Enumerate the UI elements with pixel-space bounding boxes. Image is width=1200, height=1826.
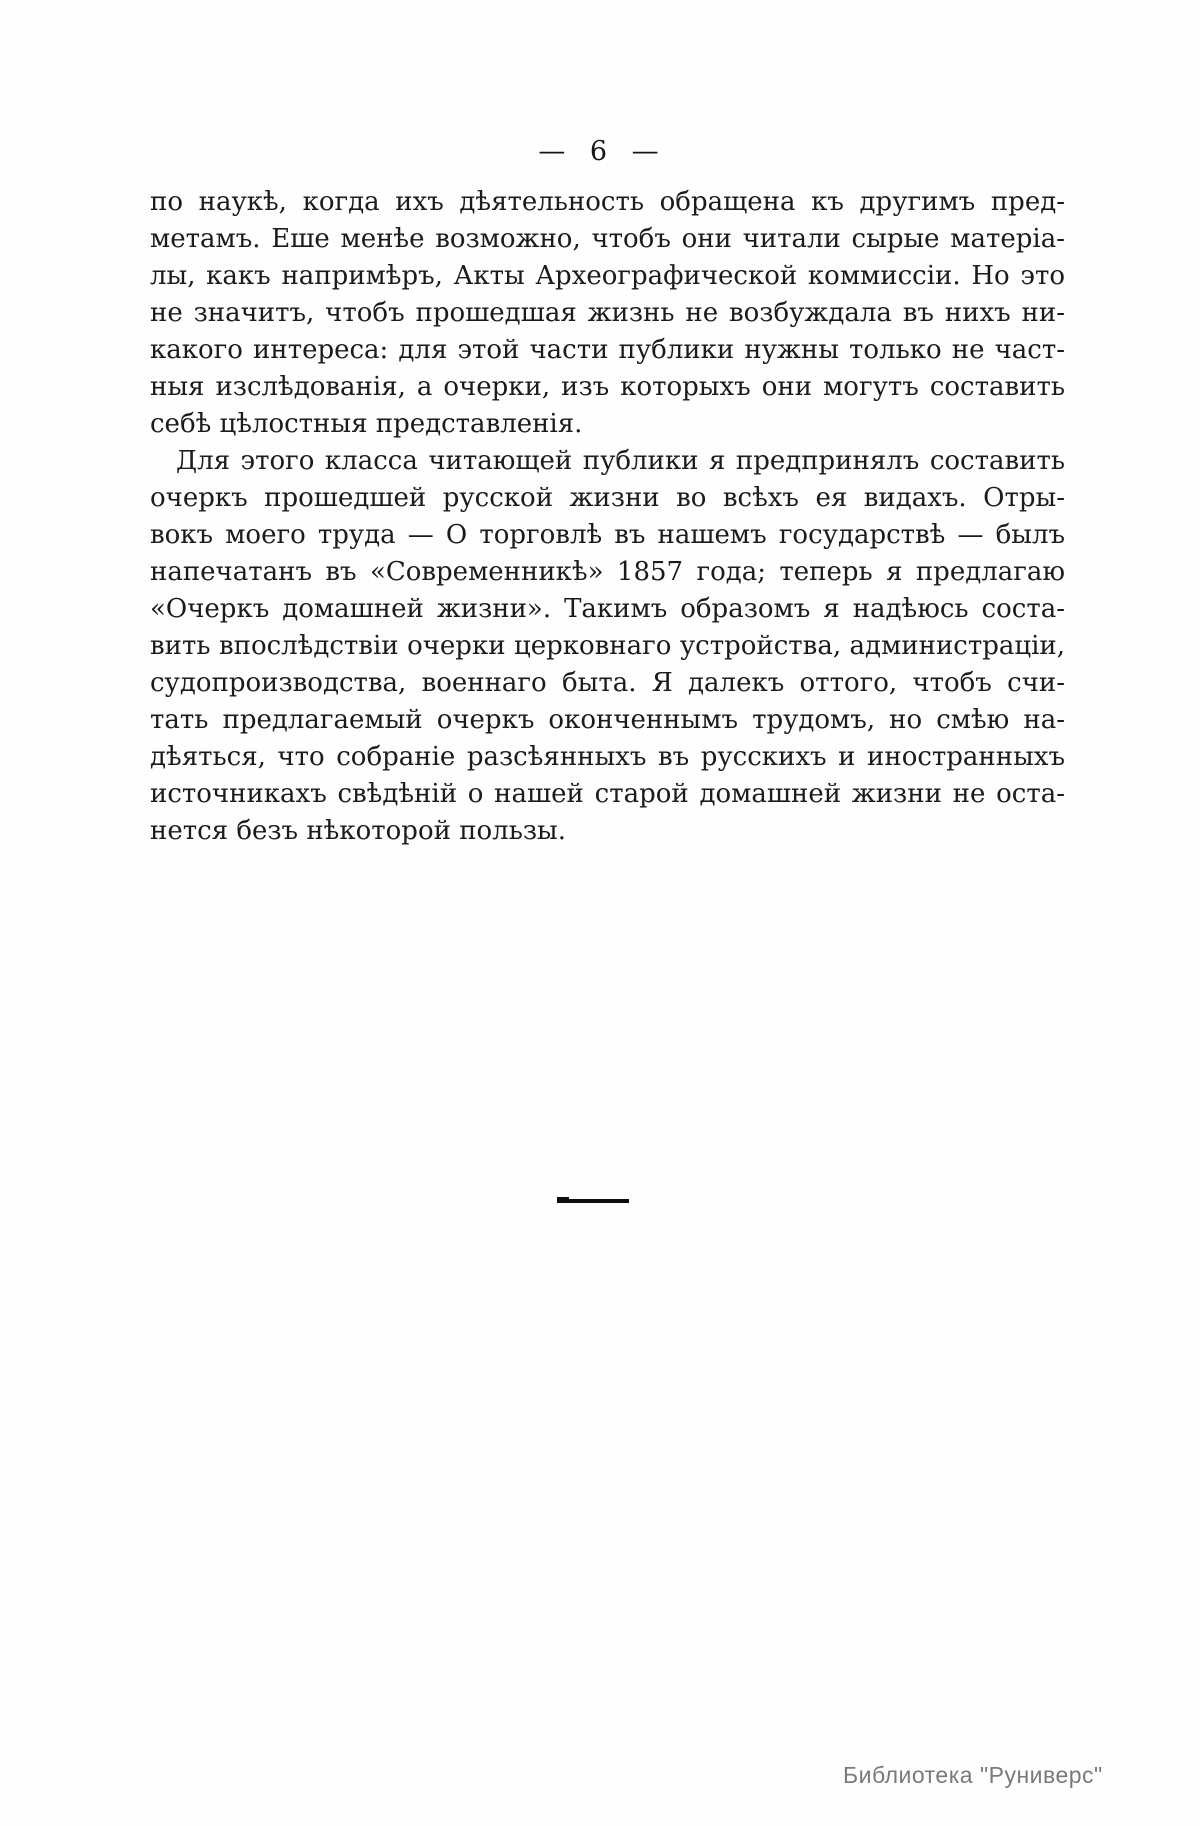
page-text <box>150 184 1065 850</box>
text-line: не значитъ, чтобъ прошедшая жизнь не возбуждала въ нихъ ни- <box>150 298 1065 328</box>
text-line: источникахъ свѣдѣній о нашей старой домашней жизни не оста- <box>150 779 1065 809</box>
page-number: — 6 — <box>538 136 662 167</box>
text-line: Для этого класса читающей публики я предпринялъ составить <box>176 446 1065 476</box>
text-line: вокъ моего труда — О торговлѣ въ нашемъ государствѣ — былъ <box>150 520 1065 550</box>
text-line: очеркъ прошедшей русской жизни во всѣхъ ея видахъ. Отры- <box>150 483 1065 513</box>
text-line: дѣяться, что собраніе разсѣянныхъ въ русскихъ и иностранныхъ <box>150 742 1065 772</box>
library-watermark: Библиотека "Руниверс" <box>843 1762 1103 1788</box>
paragraph-continuation <box>150 184 1065 443</box>
text-line: нется безъ нѣкоторой пользы. <box>150 816 566 846</box>
text-line: «Очеркъ домашней жизни». Такимъ образомъ я надѣюсь соста- <box>150 594 1065 624</box>
text-line: метамъ. Еше менѣе возможно, чтобъ они читали сырые матеріа- <box>150 224 1065 254</box>
section-divider <box>557 1199 629 1203</box>
text-line: лы, какъ напримѣръ, Акты Археографической коммиссіи. Но это <box>150 261 1065 291</box>
text-line: тать предлагаемый очеркъ оконченнымъ трудомъ, но смѣю на- <box>150 705 1065 735</box>
text-line: вить впослѣдствіи очерки церковнаго устройства, администраціи, <box>150 631 1065 661</box>
text-line: напечатанъ въ «Современникѣ» 1857 года; теперь я предлагаю <box>150 557 1065 587</box>
text-line: ныя изслѣдованія, а очерки, изъ которыхъ они могутъ составить <box>150 372 1065 402</box>
text-line: судопроизводства, военнаго быта. Я далекъ оттого, чтобъ счи- <box>150 668 1065 698</box>
text-line: по наукѣ, когда ихъ дѣятельность обращена къ другимъ пред- <box>150 187 1065 217</box>
paragraph-2 <box>150 443 1065 850</box>
text-line: какого интереса: для этой части публики нужны только не част- <box>150 335 1065 365</box>
text-line: себѣ цѣлостныя представленія. <box>150 409 583 439</box>
